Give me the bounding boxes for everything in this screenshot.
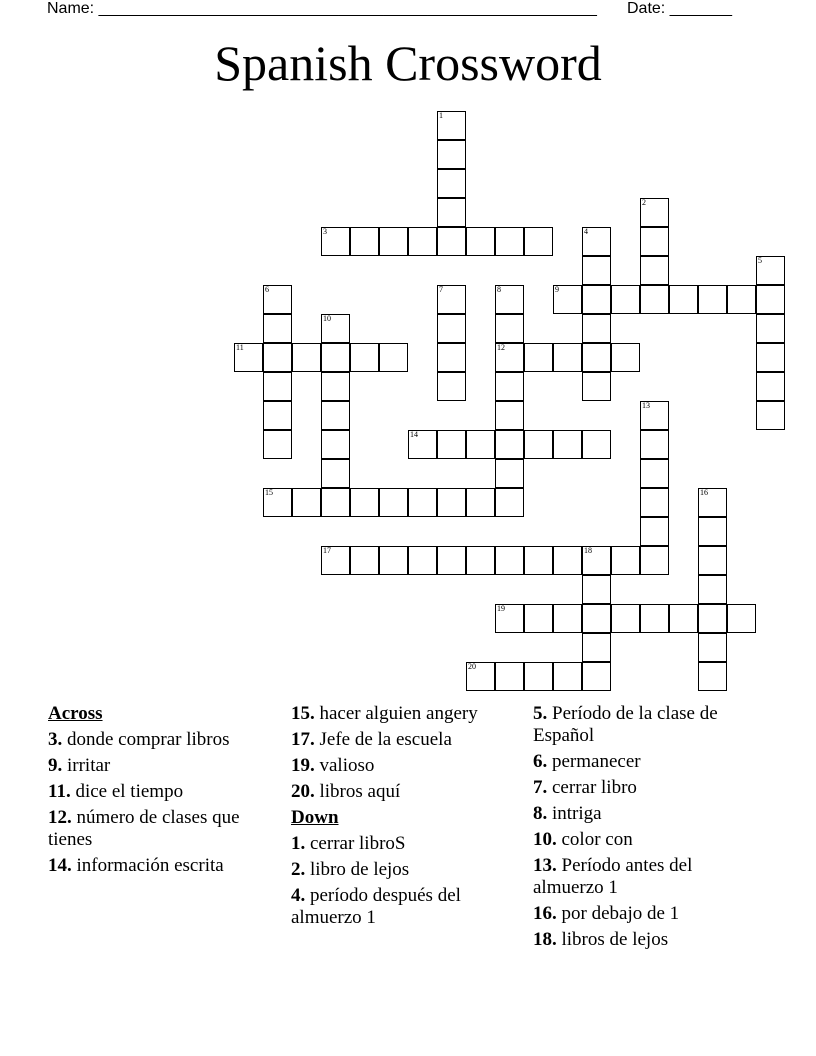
clue-across-12: 12. número de clases que tienes <box>48 807 240 850</box>
grid-cell[interactable] <box>263 488 292 517</box>
grid-cell[interactable] <box>263 314 292 343</box>
grid-cell[interactable] <box>756 314 785 343</box>
clue-down-7: 7. cerrar libro <box>533 777 637 798</box>
cell-number: 11 <box>236 343 244 352</box>
grid-cell[interactable] <box>437 285 466 314</box>
grid-cell[interactable] <box>495 546 524 575</box>
grid-cell[interactable] <box>437 343 466 372</box>
grid-cell[interactable] <box>582 372 611 401</box>
grid-cell[interactable] <box>234 343 263 372</box>
grid-cell[interactable] <box>437 546 466 575</box>
grid-cell[interactable] <box>524 227 553 256</box>
grid-cell[interactable] <box>263 430 292 459</box>
grid-cell[interactable] <box>611 343 640 372</box>
clue-across-3: 3. donde comprar libros <box>48 729 230 750</box>
cell-number: 4 <box>584 227 588 236</box>
grid-cell[interactable] <box>582 343 611 372</box>
grid-cell[interactable] <box>321 343 350 372</box>
grid-cell[interactable] <box>640 604 669 633</box>
grid-cell[interactable] <box>263 285 292 314</box>
grid-cell[interactable] <box>640 285 669 314</box>
grid-cell[interactable] <box>495 401 524 430</box>
cell-number: 5 <box>758 256 762 265</box>
clue-down-10: 10. color con <box>533 829 633 850</box>
grid-cell[interactable] <box>582 662 611 691</box>
grid-cell[interactable] <box>263 343 292 372</box>
clue-across-17: 17. Jefe de la escuela <box>291 729 452 750</box>
grid-cell[interactable] <box>582 575 611 604</box>
grid-cell[interactable] <box>553 546 582 575</box>
grid-cell[interactable] <box>466 488 495 517</box>
clue-down-2: 2. libro de lejos <box>291 859 410 880</box>
grid-cell[interactable] <box>495 314 524 343</box>
clue-down-8: 8. intriga <box>533 803 602 824</box>
cell-number: 20 <box>468 662 476 671</box>
cell-number: 1 <box>439 111 443 120</box>
cell-number: 12 <box>497 343 505 352</box>
grid-cell[interactable] <box>437 169 466 198</box>
grid-cell[interactable] <box>524 430 553 459</box>
grid-cell[interactable] <box>727 604 756 633</box>
grid-cell[interactable] <box>756 343 785 372</box>
grid-cell[interactable] <box>466 227 495 256</box>
cell-number: 17 <box>323 546 331 555</box>
clue-down-1: 1. cerrar libroS <box>291 833 406 854</box>
grid-cell[interactable] <box>495 372 524 401</box>
grid-cell[interactable] <box>408 488 437 517</box>
grid-cell[interactable] <box>640 198 669 227</box>
grid-cell[interactable] <box>611 604 640 633</box>
clues-column-1 <box>48 703 278 881</box>
cell-number: 19 <box>497 604 505 613</box>
cell-number: 2 <box>642 198 646 207</box>
grid-cell[interactable] <box>321 546 350 575</box>
grid-cell[interactable] <box>379 227 408 256</box>
grid-cell[interactable] <box>437 314 466 343</box>
grid-cell[interactable] <box>495 488 524 517</box>
grid-cell[interactable] <box>350 546 379 575</box>
grid-cell[interactable] <box>553 430 582 459</box>
grid-cell[interactable] <box>263 401 292 430</box>
grid-cell[interactable] <box>495 459 524 488</box>
grid-cell[interactable] <box>756 285 785 314</box>
grid-cell[interactable] <box>321 372 350 401</box>
grid-cell[interactable] <box>408 430 437 459</box>
grid-cell[interactable] <box>669 604 698 633</box>
clue-across-11: 11. dice el tiempo <box>48 781 184 802</box>
grid-cell[interactable] <box>698 285 727 314</box>
grid-cell[interactable] <box>437 227 466 256</box>
grid-cell[interactable] <box>292 488 321 517</box>
grid-cell[interactable] <box>321 488 350 517</box>
grid-cell[interactable] <box>379 488 408 517</box>
grid-cell[interactable] <box>640 430 669 459</box>
grid-cell[interactable] <box>350 343 379 372</box>
clues-column-2 <box>291 703 521 933</box>
grid-cell[interactable] <box>582 546 611 575</box>
grid-cell[interactable] <box>698 517 727 546</box>
grid-cell[interactable] <box>582 256 611 285</box>
grid-cell[interactable] <box>553 285 582 314</box>
grid-cell[interactable] <box>582 633 611 662</box>
grid-cell[interactable] <box>466 430 495 459</box>
grid-cell[interactable] <box>437 372 466 401</box>
grid-cell[interactable] <box>640 401 669 430</box>
grid-cell[interactable] <box>582 227 611 256</box>
grid-cell[interactable] <box>350 488 379 517</box>
cell-number: 18 <box>584 546 592 555</box>
clue-down-5: 5. Período de la clase de Español <box>533 703 718 746</box>
grid-cell[interactable] <box>466 662 495 691</box>
cell-number: 6 <box>265 285 269 294</box>
grid-cell[interactable] <box>611 285 640 314</box>
grid-cell[interactable] <box>437 198 466 227</box>
grid-cell[interactable] <box>321 430 350 459</box>
grid-cell[interactable] <box>640 459 669 488</box>
grid-cell[interactable] <box>698 662 727 691</box>
grid-cell[interactable] <box>756 401 785 430</box>
grid-cell[interactable] <box>669 285 698 314</box>
cell-number: 8 <box>497 285 501 294</box>
grid-cell[interactable] <box>640 546 669 575</box>
grid-cell[interactable] <box>553 662 582 691</box>
clue-down-16: 16. por debajo de 1 <box>533 903 680 924</box>
grid-cell[interactable] <box>495 662 524 691</box>
grid-cell[interactable] <box>553 343 582 372</box>
across-heading: Across <box>48 703 103 724</box>
cell-number: 15 <box>265 488 273 497</box>
grid-cell[interactable] <box>640 517 669 546</box>
grid-cell[interactable] <box>640 488 669 517</box>
page-title: Spanish Crossword <box>214 35 602 91</box>
grid-cell[interactable] <box>582 314 611 343</box>
clue-down-4: 4. período después del almuerzo 1 <box>291 885 461 928</box>
clue-across-19: 19. valioso <box>291 755 375 776</box>
grid-cell[interactable] <box>524 604 553 633</box>
grid-cell[interactable] <box>379 546 408 575</box>
grid-cell[interactable] <box>698 546 727 575</box>
grid-cell[interactable] <box>263 372 292 401</box>
grid-cell[interactable] <box>495 285 524 314</box>
grid-cell[interactable] <box>379 343 408 372</box>
grid-cell[interactable] <box>495 343 524 372</box>
grid-cell[interactable] <box>524 662 553 691</box>
clue-down-18: 18. libros de lejos <box>533 929 669 950</box>
cell-number: 7 <box>439 285 443 294</box>
grid-cell[interactable] <box>582 430 611 459</box>
date-label: Date: _______ <box>627 0 732 17</box>
grid-cell[interactable] <box>756 372 785 401</box>
grid-cell[interactable] <box>408 546 437 575</box>
cell-number: 9 <box>555 285 559 294</box>
grid-cell[interactable] <box>408 227 437 256</box>
grid-cell[interactable] <box>321 459 350 488</box>
grid-cell[interactable] <box>698 488 727 517</box>
grid-cell[interactable] <box>437 140 466 169</box>
grid-cell[interactable] <box>698 633 727 662</box>
clue-across-9: 9. irritar <box>48 755 111 776</box>
grid-cell[interactable] <box>524 343 553 372</box>
grid-cell[interactable] <box>640 227 669 256</box>
grid-cell[interactable] <box>756 256 785 285</box>
grid-cell[interactable] <box>495 604 524 633</box>
grid-cell[interactable] <box>640 256 669 285</box>
clue-down-13: 13. Período antes del almuerzo 1 <box>533 855 693 898</box>
grid-cell[interactable] <box>553 604 582 633</box>
grid-cell[interactable] <box>495 227 524 256</box>
cell-number: 13 <box>642 401 650 410</box>
grid-cell[interactable] <box>611 546 640 575</box>
grid-cell[interactable] <box>321 401 350 430</box>
grid-cell[interactable] <box>292 343 321 372</box>
name-label: Name: ________________________________________________________ <box>47 0 597 17</box>
clue-across-15: 15. hacer alguien angery <box>291 703 478 724</box>
grid-cell[interactable] <box>350 227 379 256</box>
grid-cell[interactable] <box>466 546 495 575</box>
grid-cell[interactable] <box>437 430 466 459</box>
grid-cell[interactable] <box>582 285 611 314</box>
clue-down-6: 6. permanecer <box>533 751 641 772</box>
cell-number: 3 <box>323 227 327 236</box>
grid-cell[interactable] <box>698 575 727 604</box>
down-heading: Down <box>291 807 339 828</box>
grid-cell[interactable] <box>524 546 553 575</box>
cell-number: 10 <box>323 314 331 323</box>
grid-cell[interactable] <box>437 488 466 517</box>
grid-cell[interactable] <box>698 604 727 633</box>
clues-column-3 <box>533 703 763 955</box>
cell-number: 16 <box>700 488 708 497</box>
clue-across-20: 20. libros aquí <box>291 781 401 802</box>
cell-number: 14 <box>410 430 418 439</box>
grid-cell[interactable] <box>495 430 524 459</box>
clue-across-14: 14. información escrita <box>48 855 224 876</box>
grid-cell[interactable] <box>437 111 466 140</box>
grid-cell[interactable] <box>727 285 756 314</box>
grid-cell[interactable] <box>582 604 611 633</box>
grid-cell[interactable] <box>321 314 350 343</box>
grid-cell[interactable] <box>321 227 350 256</box>
